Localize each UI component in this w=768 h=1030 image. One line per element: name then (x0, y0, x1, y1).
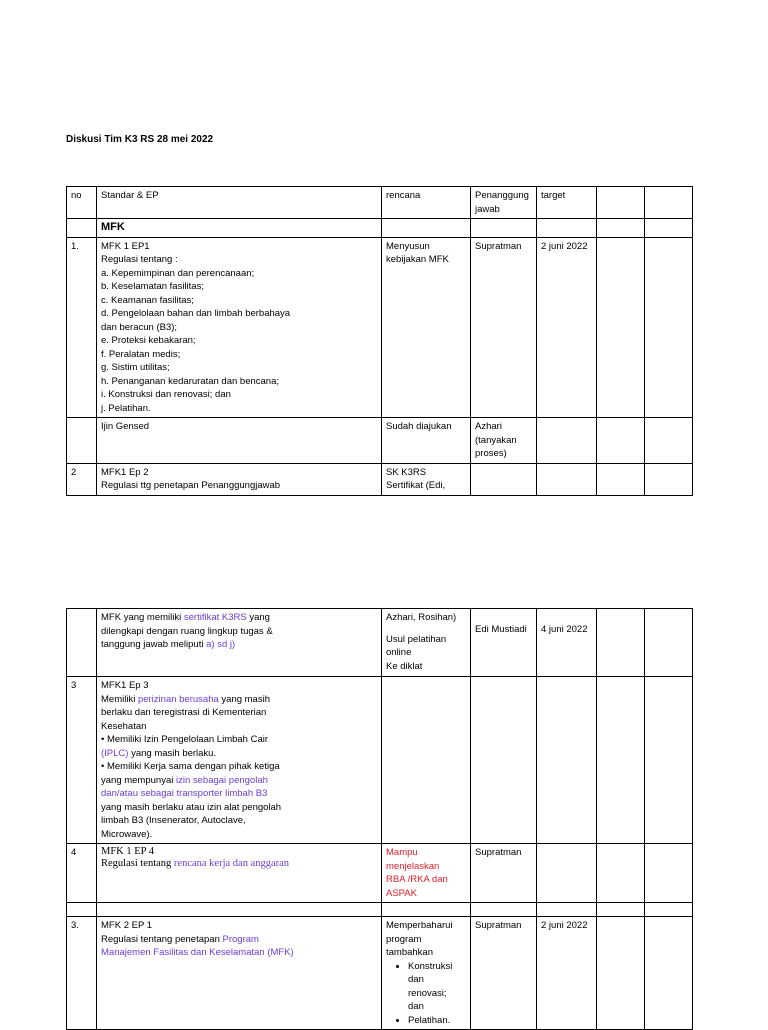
row-standar: MFK yang memiliki sertifikat K3RS yang dilengkapi dengan ruang lingkup tugas & tanggung jawab meliputi a) sd j) (97, 609, 382, 677)
row-standar: MFK1 Ep 2 Regulasi ttg penetapan Penanggungjawab (97, 463, 382, 495)
table-row (67, 609, 693, 677)
discussion-table-2 (66, 608, 693, 1030)
bullet-item: • Konstruksi dan renovasi; dan (408, 960, 466, 1014)
discussion-table-1 (66, 186, 693, 496)
row-rencana: Memperbaharui program tambahkan • Konstruksi dan renovasi; dan • Pelatihan. (382, 917, 471, 1030)
document-title: Diskusi Tim K3 RS 28 mei 2022 (66, 134, 214, 145)
row-standar: MFK 1 EP1 Regulasi tentang : a. Kepemimpinan dan perencanaan; b. Keselamatan fasilitas; c. Keamanan fasilitas; d. Pengelolaan bahan dan limbah berbahaya dan beracun (B3); e. Proteksi kebakaran; f. Peralatan medis; g. Sistim utilitas; h. Penanganan kedaruratan dan bencana; i. Konstruksi dan renovasi; dan j. Pelatihan. (97, 237, 382, 418)
table-row (67, 237, 693, 418)
rencana-bullet-list (386, 960, 466, 1028)
row-standar: MFK 2 EP 1 Regulasi tentang penetapan Program Manajemen Fasilitas dan Keselamatan (MFK) (97, 917, 382, 1030)
table-row (67, 677, 693, 844)
row-pj: Edi Mustiadi (471, 609, 537, 677)
header-rencana: rencana (382, 187, 471, 219)
row-rencana: Azhari, Rosihan) Usul pelatihan online Ke diklat (382, 609, 471, 677)
row-pj: Supratman (471, 917, 537, 1030)
row-standar: MFK 1 EP 4 Regulasi tentang rencana kerja dan anggaran (97, 844, 382, 903)
row-no: 2 (67, 463, 97, 495)
row-standar: MFK1 Ep 3 Memiliki perizinan berusaha yang masih berlaku dan teregistrasi di Kementerian Kesehatan • Memiliki Izin Pengelolaan Limbah Cair (IPLC) yang masih berlaku. • Memiliki Kerja sama dengan pihak ketiga yang mempunyai izin sebagai pengolah dan/atau sebagai transporter limbah B3 yang masih berlaku atau izin alat pengolah limbah B3 (Insenerator, Autoclave, Microwave). (97, 677, 382, 844)
header-no: no (67, 187, 97, 219)
header-blank-2 (645, 187, 693, 219)
row-rencana: Mampu menjelaskan RBA /RKA dan ASPAK (382, 844, 471, 903)
row-no: 3. (67, 917, 97, 1030)
row-pj: Supratman (471, 844, 537, 903)
table-row (67, 463, 693, 495)
row-target: 2 juni 2022 (537, 237, 597, 418)
bullet-item: • Pelatihan. (408, 1014, 466, 1028)
row-no: 1. (67, 237, 97, 418)
row-target: 2 juni 2022 (537, 917, 597, 1030)
header-target: target (537, 187, 597, 219)
header-standar: Standar & EP (97, 187, 382, 219)
row-pj: Azhari (tanyakan proses) (471, 418, 537, 464)
row-target: 4 juni 2022 (537, 609, 597, 677)
table-row (67, 418, 693, 464)
table-row (67, 917, 693, 1030)
row-no: 3 (67, 677, 97, 844)
table-header-row (67, 187, 693, 219)
section-label: MFK (97, 219, 382, 238)
row-pj: Supratman (471, 237, 537, 418)
section-row (67, 219, 693, 238)
row-no: 4 (67, 844, 97, 903)
header-blank-1 (597, 187, 645, 219)
table-row (67, 844, 693, 903)
row-rencana: SK K3RS Sertifikat (Edi, (382, 463, 471, 495)
row-standar: Ijin Gensed (97, 418, 382, 464)
table-row-empty (67, 903, 693, 917)
row-rencana: Menyusun kebijakan MFK (382, 237, 471, 418)
header-penanggung-jawab: Penanggung jawab (471, 187, 537, 219)
row-rencana: Sudah diajukan (382, 418, 471, 464)
